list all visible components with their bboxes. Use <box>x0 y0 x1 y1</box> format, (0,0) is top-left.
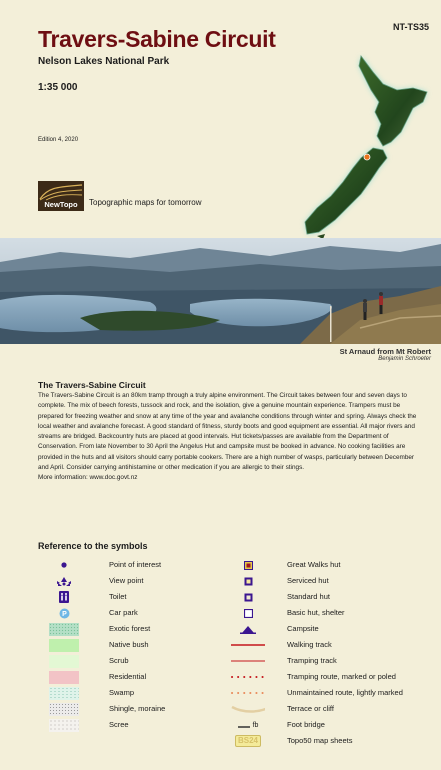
exotic-forest-swatch <box>47 622 81 636</box>
car-park-icon <box>47 606 81 620</box>
location-marker-icon <box>364 154 370 160</box>
legend-label: Basic hut, shelter <box>287 608 345 617</box>
caption-title: St Arnaud from Mt Robert <box>339 347 431 356</box>
map-sheet-badge <box>231 734 265 748</box>
basic-hut-icon <box>231 606 265 620</box>
north-island-shape <box>359 56 427 146</box>
poi-dot-icon <box>47 558 81 572</box>
terrace-cliff-line <box>231 702 265 716</box>
walking-track-line <box>231 638 265 652</box>
legend-label: Unmaintained route, lightly marked <box>287 688 403 697</box>
great-walks-hut-icon <box>231 558 265 572</box>
newtopo-logo <box>38 181 84 211</box>
map-subtitle: Nelson Lakes National Park <box>38 56 170 67</box>
map-title: Travers-Sabine Circuit <box>38 26 276 52</box>
caption-author: Benjamin Schroeter <box>378 356 431 362</box>
legend-label: Shingle, moraine <box>109 704 166 713</box>
legend-label: Foot bridge <box>287 720 325 729</box>
svg-text:P: P <box>61 610 67 618</box>
legend-label: Native bush <box>109 640 149 649</box>
photo-caption <box>340 347 431 362</box>
legend-label: Toilet <box>109 592 127 601</box>
native-bush-swatch <box>47 638 81 652</box>
legend-label: Serviced hut <box>287 576 329 585</box>
legend-label: Tramping track <box>287 656 337 665</box>
tramping-route-dots <box>231 670 265 684</box>
campsite-icon <box>231 622 265 636</box>
legend-label: Scrub <box>109 656 129 665</box>
legend-label: Tramping route, marked or poled <box>287 672 396 681</box>
legend-label: Walking track <box>287 640 332 649</box>
residential-swatch <box>47 670 81 684</box>
legend-label: Residential <box>109 672 147 681</box>
legend-label: Car park <box>109 608 138 617</box>
tramping-track-line <box>231 654 265 668</box>
more-info-link[interactable]: More information: www.doc.govt.nz <box>38 474 138 482</box>
viewpoint-icon <box>47 574 81 588</box>
legend-label: Terrace or cliff <box>287 704 334 713</box>
toilet-icon <box>47 590 81 604</box>
shingle-swatch <box>47 702 81 716</box>
legend-label: Campsite <box>287 624 319 633</box>
landscape-photo <box>0 238 441 344</box>
unmaintained-route-dots <box>231 686 265 700</box>
legend-label: View point <box>109 576 144 585</box>
legend-label: Swamp <box>109 688 135 697</box>
legend-label: Point of interest <box>109 560 162 569</box>
logo-text: NewTopo <box>44 200 78 209</box>
legend-title: Reference to the symbols <box>38 541 148 551</box>
badge-text: BS24 <box>235 735 261 747</box>
new-zealand-locator-map <box>297 50 437 240</box>
foot-bridge-icon <box>231 718 265 732</box>
map-scale: 1:35 000 <box>38 82 78 93</box>
intro-text: The Travers-Sabine Circuit is an 80km tramp through a truly alpine environment. The Circuit takes between four and seven days to complete. The mix of beech forests, tussock and rock, and the isolation, give a genuine mountain experience. Trampers must be prepared for freezing weather and snow at any time of the year and avalanche conditions through winter and spring. Always check the local weather and avalanche forecast. A good standard of fitness, sturdy boots and good equipment are essential. All major rivers and streams are bridged. Backcountry huts are placed at good intervals. Hut tickets/passes are available from the Department of Conservation. From late November to 30 April the Angelus Hut and campsite must be booked in advance. No cooking facilities are provided in the huts and all visitors should carry portable cookers. There are a high number of wasps, particularly between December and April. Consider carrying antihistamine or other medication if you are allergic to their stings. <box>38 392 417 472</box>
legend-label: Scree <box>109 720 129 729</box>
map-code: NT-TS35 <box>392 22 429 32</box>
swamp-swatch <box>47 686 81 700</box>
tagline: Topographic maps for tomorrow <box>89 198 202 207</box>
serviced-hut-icon <box>231 574 265 588</box>
south-island-shape <box>305 148 387 234</box>
intro-title: The Travers-Sabine Circuit <box>38 380 146 390</box>
legend-label: Standard hut <box>287 592 330 601</box>
contour-lines-icon <box>38 181 84 201</box>
intro-body <box>38 391 418 484</box>
scrub-swatch <box>47 654 81 668</box>
legend-label: Great Walks hut <box>287 560 341 569</box>
intro-section <box>38 380 418 484</box>
legend-label: Topo50 map sheets <box>287 736 353 745</box>
fb-text: fb <box>252 721 259 729</box>
scree-swatch <box>47 718 81 732</box>
edition-info: Edition 4, 2020 <box>38 137 79 143</box>
standard-hut-icon <box>231 590 265 604</box>
legend-label: Exotic forest <box>109 624 151 633</box>
